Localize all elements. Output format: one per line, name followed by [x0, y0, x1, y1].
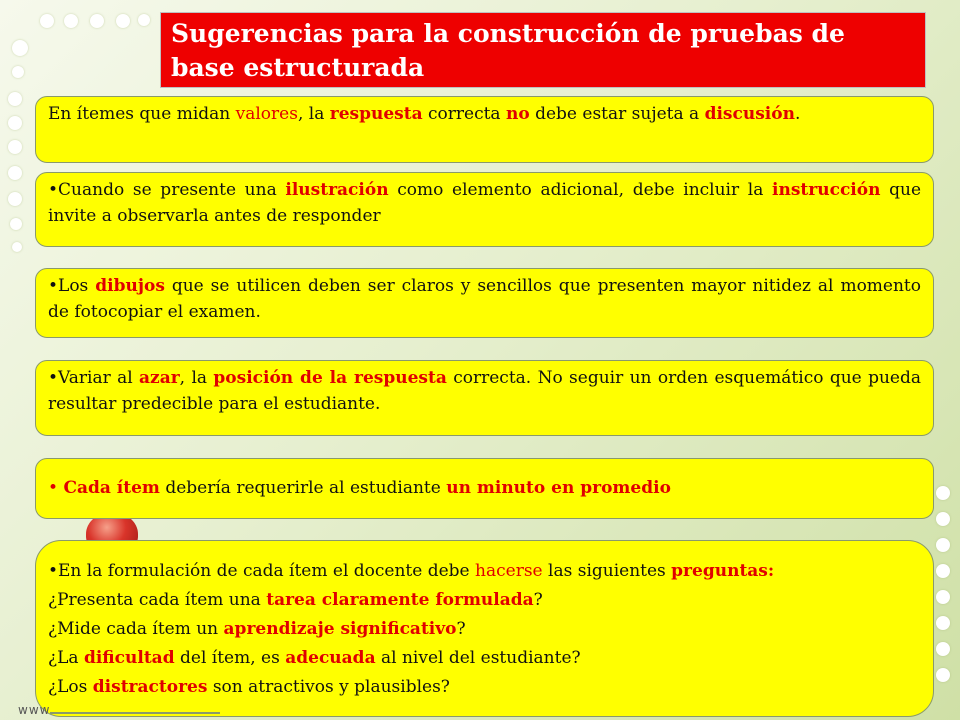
highlighted-text: respuesta [329, 104, 423, 124]
suggestion-box-drawings [35, 268, 934, 338]
suggestion-box-questions [35, 540, 934, 717]
suggestion-box-values [35, 96, 934, 163]
text-segment: que invite a observarla antes de responder [48, 180, 922, 226]
suggestion-text [48, 478, 671, 498]
text-segment: al nivel del estudiante? [375, 648, 581, 668]
text-segment: correcta. No seguir un orden esquemático que pueda resultar predecible para el estudiante. [48, 368, 921, 414]
highlighted-text: instrucción [772, 180, 881, 200]
highlighted-text: un minuto en promedio [446, 478, 671, 498]
highlighted-text: • [48, 478, 64, 498]
suggestion-text [48, 180, 921, 226]
suggestion-text [48, 104, 800, 124]
text-segment: •Variar al [48, 368, 140, 388]
text-segment: del ítem, es [174, 648, 286, 668]
text-segment: debería requerirle al estudiante [159, 478, 447, 498]
footer-divider [50, 712, 220, 714]
highlighted-text: preguntas: [671, 561, 775, 581]
text-segment: ¿Presenta cada ítem una [48, 590, 267, 610]
footer-url: www [18, 703, 51, 717]
highlighted-text: tarea claramente formulada [266, 590, 534, 610]
text-segment: debe estar sujeta a [529, 104, 705, 124]
text-segment: ¿La [48, 648, 84, 668]
highlighted-text: posición de la respuesta [213, 368, 447, 388]
highlighted-text: dificultad [83, 648, 175, 668]
text-segment: ? [533, 590, 543, 610]
highlighted-text: distractores [92, 677, 208, 697]
question-line [48, 557, 917, 586]
text-segment: •Los [48, 276, 96, 296]
suggestion-box-illustration [35, 172, 934, 247]
question-line [48, 644, 917, 673]
page-title: Sugerencias para la construcción de pruebas de base estructurada [160, 12, 926, 88]
text-segment: ¿Los [48, 677, 93, 697]
highlighted-text: adecuada [285, 648, 376, 668]
highlighted-text: discusión [704, 104, 795, 124]
text-segment: , la [179, 368, 214, 388]
suggestion-text [48, 368, 921, 414]
text-segment: ¿Mide cada ítem un [48, 619, 224, 639]
question-line [48, 586, 917, 615]
text-segment: ? [456, 619, 466, 639]
text-segment: , la [297, 104, 330, 124]
text-segment: •En la formulación de cada ítem el docente debe [48, 561, 476, 581]
text-segment: correcta [422, 104, 506, 124]
suggestion-text [48, 276, 921, 322]
highlighted-text: azar [139, 368, 180, 388]
highlighted-text: no [505, 104, 530, 124]
suggestion-box-answer-position [35, 360, 934, 436]
text-segment: . [794, 104, 801, 124]
highlighted-text: hacerse [475, 561, 543, 581]
text-segment: las siguientes [542, 561, 672, 581]
question-line [48, 673, 917, 702]
text-segment: son atractivos y plausibles? [207, 677, 450, 697]
highlighted-text: valores [235, 104, 298, 124]
suggestion-box-item-time [35, 458, 934, 519]
text-segment: En ítemes que midan [48, 104, 236, 124]
highlighted-text: aprendizaje significativo [223, 619, 457, 639]
highlighted-text: Cada ítem [63, 478, 160, 498]
question-line [48, 615, 917, 644]
highlighted-text: ilustración [285, 180, 389, 200]
text-segment: •Cuando se presente una [48, 180, 286, 200]
text-segment: como elemento adicional, debe incluir la [388, 180, 773, 200]
text-segment: que se utilicen deben ser claros y sencillos que presenten mayor nitidez al momento de fotocopiar el examen. [48, 276, 921, 322]
highlighted-text: dibujos [95, 276, 165, 296]
